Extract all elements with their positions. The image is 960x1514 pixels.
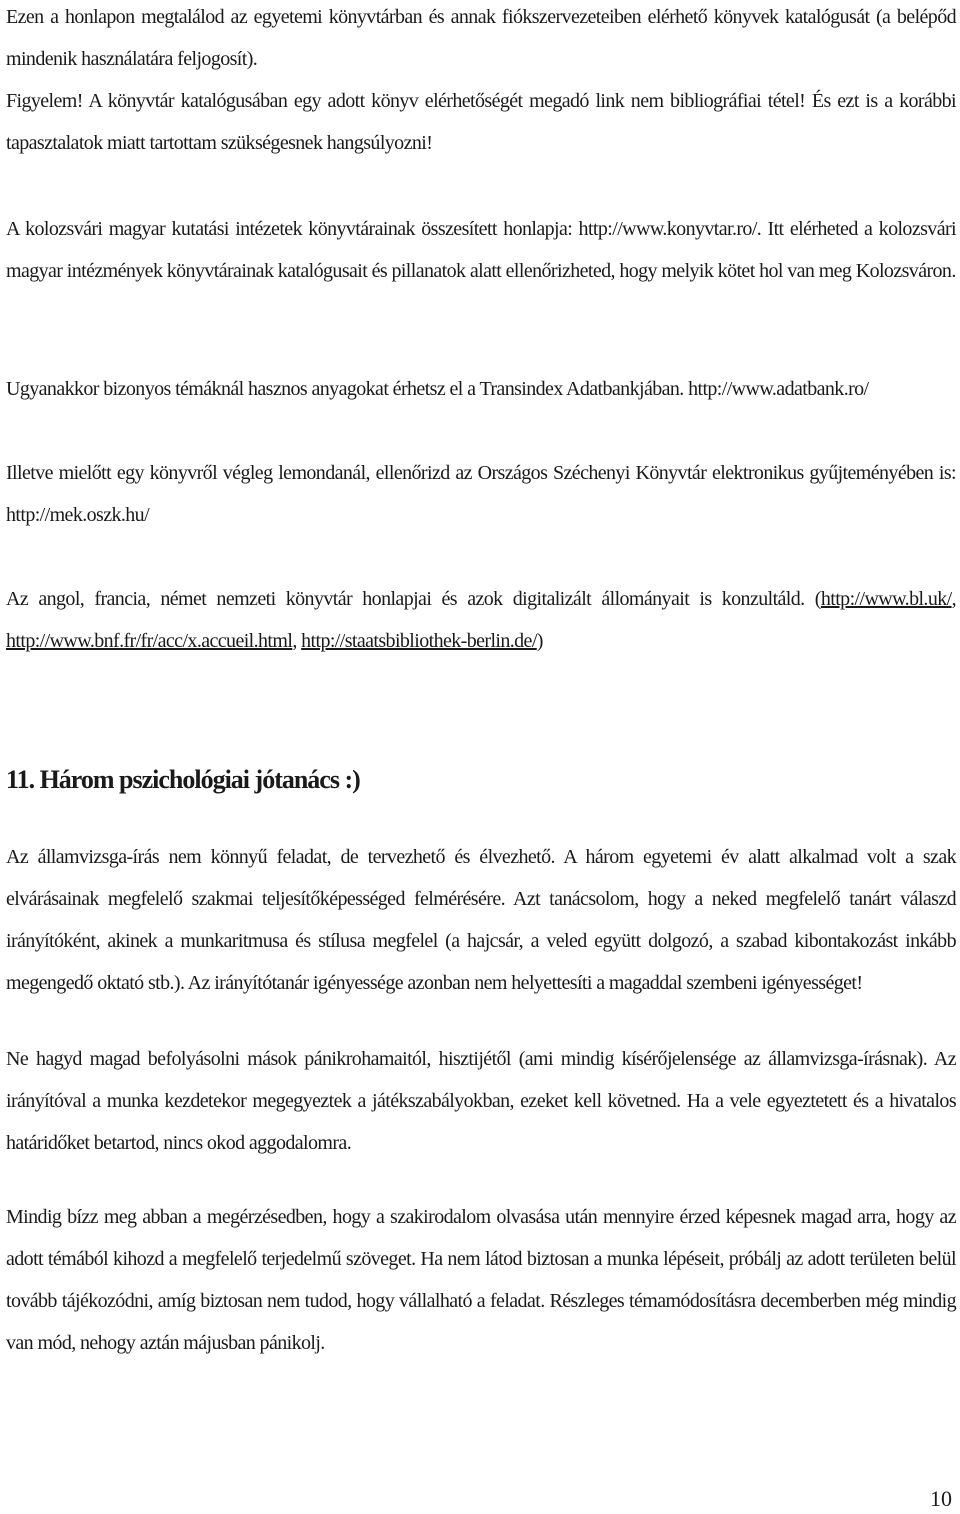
- page-number: 10: [930, 1486, 952, 1511]
- paragraph-advice-1: Az államvizsga-írás nem könnyű feladat, de tervezhető és élvezhető. A három egyetemi év alatt alkalmad volt a szak elvárásainak megfelelő szakmai teljesítőképességed felmérésére. Azt tanácsolom, hogy a neked megfelelő tanárt válaszd irányítóként, akinek a munkaritmusa és stílusa megfelel (a hajcsár, a veled együtt dolgozó, a szabad kibontakozást inkább megengedő oktató stb.). Az irányítótanár igényessége azonban nem helyettesíti a magaddal szembeni igényességet!: [6, 846, 956, 994]
- link-staatsbibliothek[interactable]: http://staatsbibliothek-berlin.de/: [301, 630, 537, 652]
- link-separator: ,: [292, 630, 302, 652]
- link-british-library[interactable]: http://www.bl.uk/: [820, 588, 952, 610]
- paragraph-advice-2: Ne hagyd magad befolyásolni mások pánikrohamaitól, hisztijétől (ami mindig kísérőjelensége az államvizsga-írásnak). Az irányítóval a munka kezdetekor megegyeztek a játékszabályokban, ezeket kell követned. Ha a vele egyeztetett és a hivatalos határidőket betartod, nincs okod aggodalomra.: [6, 1048, 956, 1154]
- link-separator: ,: [951, 588, 956, 610]
- paragraph-library-catalog: Ezen a honlapon megtalálod az egyetemi könyvtárban és annak fiókszervezeteiben elérhető könyvek katalógusát (a belépőd mindenik használatára feljogosít).: [6, 6, 956, 70]
- paragraph-kolozsvar-libraries: A kolozsvári magyar kutatási intézetek könyvtárainak összesített honlapja: http://www.konyvtar.ro/. Itt elérheted a kolozsvári magyar intézmények könyvtárainak katalógusait és pillanatok alatt ellenőrizheted, hogy melyik kötet hol van meg Kolozsváron.: [6, 218, 956, 282]
- paragraph-oszk: Illetve mielőtt egy könyvről végleg lemondanál, ellenőrizd az Országos Széchenyi Könyvtár elektronikus gyűjteményében is: http://mek.oszk.hu/: [6, 462, 956, 526]
- paragraph-advice-3: Mindig bízz meg abban a megérzésedben, hogy a szakirodalom olvasása után mennyire érzed képesnek magad arra, hogy az adott témából kihozd a megfelelő terjedelmű szöveget. Ha nem látod biztosan a munka lépéseit, próbálj az adott területen belül tovább tájékozódni, amíg biztosan nem tudod, hogy vállalható a feladat. Részleges témamódosításra decemberben még mindig van mód, nehogy aztán májusban pánikolj.: [6, 1206, 956, 1354]
- paragraph-transindex: Ugyanakkor bizonyos témáknál hasznos anyagokat érhetsz el a Transindex Adatbankjában. http://www.adatbank.ro/: [6, 378, 869, 400]
- paragraph-warning: Figyelem! A könyvtár katalógusában egy adott könyv elérhetőségét megadó link nem bibliográfiai tétel! És ezt is a korábbi tapasztalatok miatt tartottam szükségesnek hangsúlyozni!: [6, 90, 956, 154]
- national-libraries-text: Az angol, francia, német nemzeti könyvtár honlapjai és azok digitalizált állományait is konzultáld. (: [6, 588, 821, 610]
- link-bnf[interactable]: http://www.bnf.fr/fr/acc/x.accueil.html: [6, 630, 293, 652]
- closing-parenthesis: ): [536, 630, 543, 652]
- paragraph-national-libraries: [6, 578, 956, 662]
- section-heading: 11. Három pszichológiai jótanács :): [6, 765, 360, 794]
